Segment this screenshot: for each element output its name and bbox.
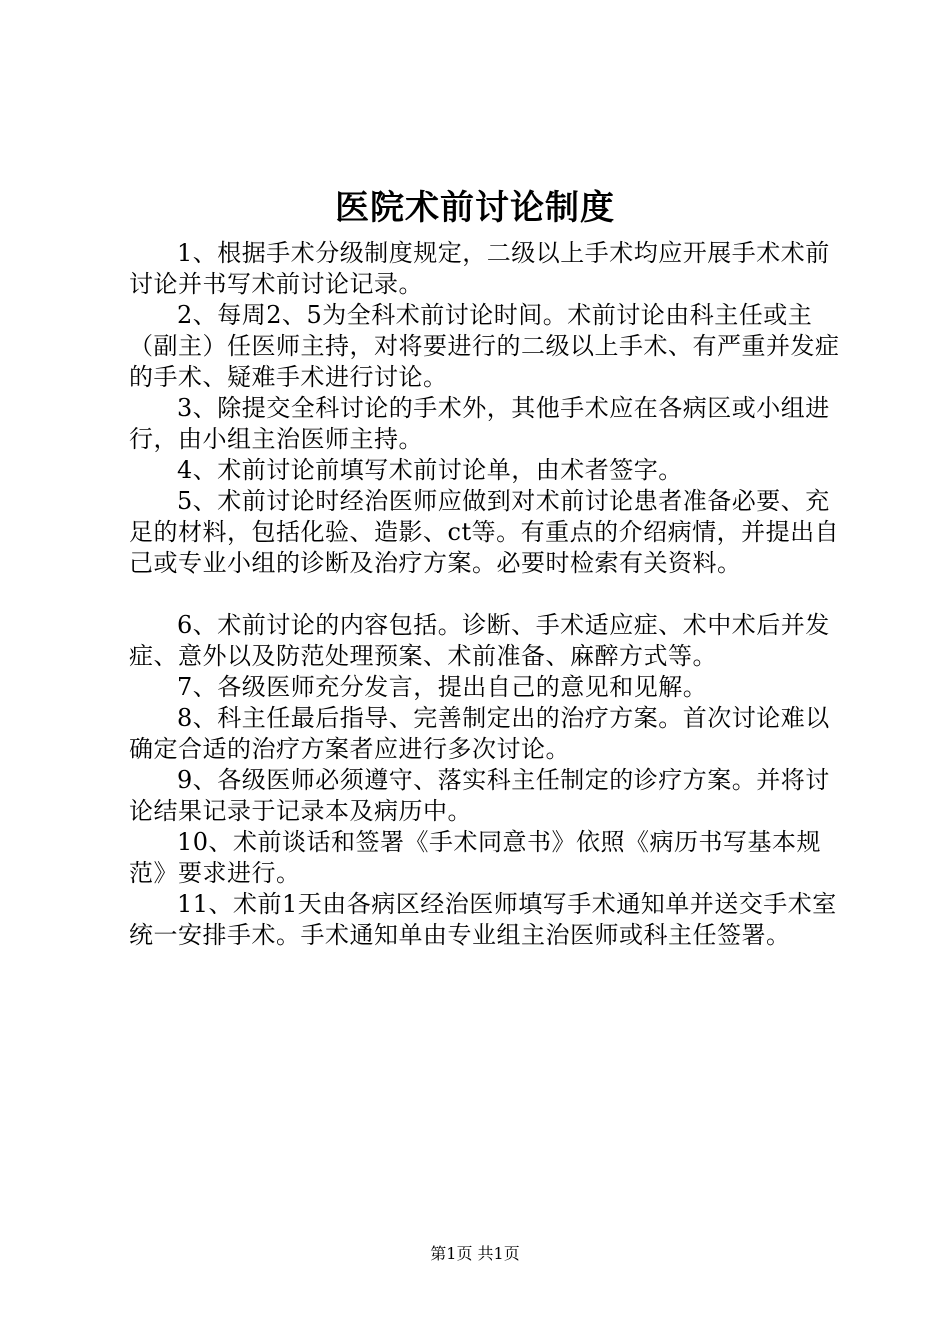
document-title: 医院术前讨论制度 [335, 188, 615, 228]
paragraph-9: 9、各级医师必须遵守、落实科主任制定的诊疗方案。并将讨论结果记录于记录本及病历中。 [129, 766, 830, 825]
document-body [129, 238, 849, 951]
paragraph-3: 3、除提交全科讨论的手术外，其他手术应在各病区或小组进行，由小组主治医师主持。 [129, 394, 830, 453]
paragraph-1: 1、根据手术分级制度规定，二级以上手术均应开展手术术前讨论并书写术前讨论记录。 [129, 239, 830, 298]
paragraph-2: 2、每周2、5为全科术前讨论时间。术前讨论由科主任或主（副主）任医师主持，对将要进行的二级以上手术、有严重并发症的手术、疑难手术进行讨论。 [129, 301, 840, 391]
paragraph-6: 6、术前讨论的内容包括。诊断、手术适应症、术中术后并发症、意外以及防范处理预案、术前准备、麻醉方式等。 [129, 611, 830, 670]
paragraph-4: 4、术前讨论前填写术前讨论单，由术者签字。 [177, 456, 683, 484]
paragraph-8: 8、科主任最后指导、完善制定出的治疗方案。首次讨论难以确定合适的治疗方案者应进行多次讨论。 [129, 704, 830, 763]
paragraph-5: 5、术前讨论时经治医师应做到对术前讨论患者准备必要、充足的材料，包括化验、造影、ct等。有重点的介绍病情，并提出自己或专业小组的诊断及治疗方案。必要时检索有关资料。 [129, 487, 840, 577]
paragraph-11: 11、术前1天由各病区经治医师填写手术通知单并送交手术室统一安排手术。手术通知单由专业组主治医师或科主任签署。 [129, 890, 837, 949]
page-footer: 第1页 共1页 [430, 1244, 520, 1263]
paragraph-10: 10、术前谈话和签署《手术同意书》依照《病历书写基本规范》要求进行。 [129, 828, 822, 887]
paragraph-7: 7、各级医师充分发言，提出自己的意见和见解。 [177, 673, 708, 701]
